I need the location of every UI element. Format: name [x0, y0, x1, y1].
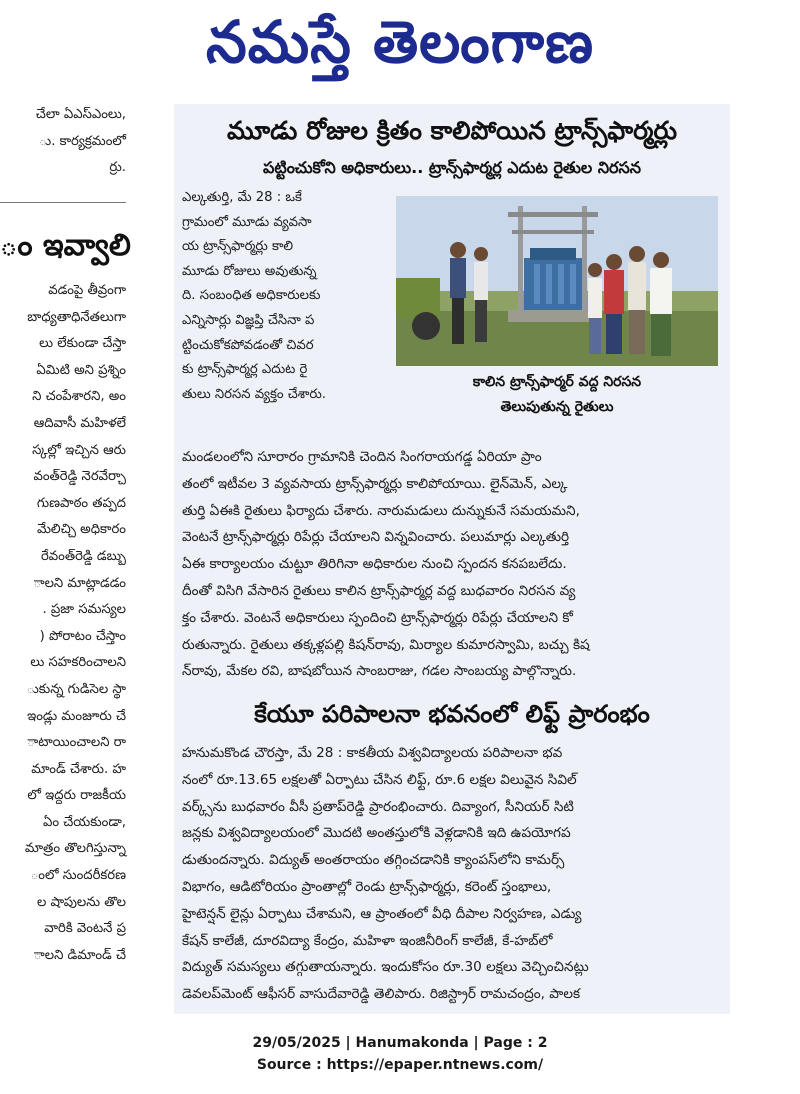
text-line: ని చంపేశారని, అం: [32, 389, 126, 405]
text-line: ఏఈ కార్యాలయం చుట్టూ తిరిగినా అధికారుల నుంచి స్పందన కనపబలేదు.: [182, 556, 567, 573]
article1-intro: [182, 186, 390, 407]
text-line: ఎల్కతుర్తి, మే 28 : ఒకే: [182, 190, 302, 205]
text-line: లు సహకరించాలని: [30, 655, 126, 671]
text-line: వెంటనే ట్రాన్స్‌ఫార్మర్లు రిపేర్లు చేయాలని విన్నవించారు. పలుమార్లు ఎల్కతుర్తి: [182, 529, 570, 546]
text-line: రేవంత్‌రెడ్డి డబ్బు: [40, 548, 126, 564]
text-line: న్‌రావు, మేకల రవి, బాషబోయిన సాంబరాజు, గడల సాంబయ్య పాల్గొన్నారు.: [182, 663, 577, 680]
photo-caption: [396, 370, 718, 420]
news-photo: [396, 196, 718, 366]
text-line: క్తం చేశారు. వెంటనే అధికారులు స్పందించి ట్రాన్స్‌ఫార్మర్లు రిపేర్లు చేయాలని కో: [182, 609, 573, 626]
text-line: విద్యుత్ సమస్యలు తగ్గుతాయన్నారు. ఇందుకోసం రూ.30 లక్షలు వెచ్చించినట్లు: [182, 959, 589, 976]
text-line: హనుమకొండ చౌరస్తా, మే 28 : కాకతీయ విశ్వవిద్యాలయ పరిపాలనా భవ: [182, 745, 563, 761]
text-line: తుర్తి ఏఈకి రైతులు ఫిర్యాదు చేశారు. నారుమడులు దున్నుకునే సమయమని,: [182, 502, 580, 519]
text-line: ఏమిటి అని ప్రశ్నిం: [36, 362, 126, 378]
text-line: వర్క్స్‌ను బుధవారం వీసీ ప్రతాప్‌రెడ్డి ప్రారంభించారు. దివ్యాంగ, సీనియర్ సిటి: [182, 798, 574, 815]
text-line: ాలని మాట్లాడడం: [33, 575, 126, 591]
left-headline-fragment: ం ఇవ్వాలి: [0, 228, 131, 263]
text-line: చేలా ఏఎస్ఎంలు,: [35, 107, 126, 122]
source-info: Source : https://epaper.ntnews.com/: [256, 1057, 544, 1073]
left-column-fragment: [0, 100, 172, 1015]
text-line: ఆదివాసీ మహిళలే: [33, 415, 126, 431]
text-line: ఇండ్లు మంజూరు చే: [27, 708, 126, 724]
column-divider: [0, 202, 126, 203]
masthead: [0, 0, 800, 100]
text-line: ుకున్న గుడిసెల స్థా: [26, 681, 126, 697]
left-top-fragment: [0, 102, 172, 182]
text-line: ంలో సుందరీకరణ: [30, 868, 126, 884]
text-line: ాటాయించాలని రా: [27, 735, 126, 751]
text-line: నంలో రూ.13.65 లక్షలతో ఏర్పాటు చేసిన లిఫ్ట్, రూ.6 లక్షల విలువైన సివిల్: [182, 771, 577, 788]
text-line: . ప్రజా సమస్యల: [42, 602, 126, 618]
text-line: మాత్రం తొలగిస్తున్నా: [24, 841, 126, 857]
text-line: స్కల్లో ఇచ్చిన ఆరు: [32, 442, 126, 458]
text-line: వంత్‌రెడ్డి నెరవేర్చా: [33, 469, 126, 485]
text-line: తులు నిరసన వ్యక్తం చేశారు.: [182, 386, 326, 402]
edition-info: 29/05/2025 | Hanumakonda | Page : 2: [252, 1035, 548, 1051]
text-line: హైటెన్షన్ లైన్లు ఏర్పాటు చేశామని, ఆ ప్రాంతంలో వీధి దీపాల నిర్వహణ, ఎడ్యు: [182, 905, 582, 922]
text-line: మండలంలోని సూరారం గ్రామానికి చెందిన సింగరాయగడ్డ ఏరియా ప్రాం: [182, 449, 542, 465]
text-line: రుతున్నారు. రైతులు తక్కళ్లపల్లి కిషన్‌రావు, మిర్యాల కుమారస్వామి, బచ్చు కిష: [182, 636, 590, 653]
text-line: మేలిచ్చి అధికారం: [36, 522, 126, 538]
text-line: బాధ్యతాధినేతలుగా: [27, 309, 126, 325]
text-line: వారికి వెంటనే ప్ర: [44, 921, 126, 937]
text-line: మాండ్ చేశారు. హ: [31, 761, 126, 777]
article2-headline: కేయూ పరిపాలనా భవనంలో లిఫ్ట్ ప్రారంభం: [254, 700, 650, 728]
article-panel: [174, 104, 730, 1014]
text-line: డెవలప్‌మెంట్ ఆఫీసర్ వాసుదేవారెడ్డి తెలిపారు. రిజిస్ట్రార్ రామచంద్రం, పాలక: [182, 986, 581, 1003]
text-line: ాలని డిమాండ్ చే: [33, 947, 126, 963]
text-line: కాలిన ట్రాన్స్‌ఫార్మర్ వద్ద నిరసన: [472, 374, 642, 390]
text-line: ఎన్నిసార్లు విజ్ఞప్తి చేసినా ప: [182, 312, 315, 328]
text-line: గుణపాఠం తప్పద: [36, 495, 126, 511]
text-line: లు లేకుండా చేస్తా: [39, 336, 126, 352]
transformer-photo-illustration: [396, 196, 718, 366]
text-line: డుతుందన్నారు. విద్యుత్ అంతరాయం తగ్గించడానికి క్యాంపస్‌లోని కామర్స్: [182, 852, 565, 869]
text-line: ు. కార్యక్రమంలో: [39, 133, 126, 149]
text-line: తంలో ఇటీవల 3 వ్యవసాయ ట్రాన్స్‌ఫార్మర్లు కాలిపోయాయి. లైన్‌మెన్, ఎల్క: [182, 475, 568, 492]
left-body-fragment: [0, 278, 172, 969]
text-line: ట్టించుకోకపోవడంతో చివర: [182, 337, 314, 353]
article2-body: [182, 740, 722, 1008]
text-line: కు ట్రాన్స్‌ఫార్మర్ల ఎదుట రై: [182, 362, 308, 378]
article1-headline: మూడు రోజుల క్రితం కాలిపోయిన ట్రాన్స్‌ఫార్మర్లు: [227, 116, 677, 145]
text-line: తెలుపుతున్న రైతులు: [500, 399, 614, 415]
page-footer: [0, 1032, 800, 1076]
newspaper-logo: నమస్తే తెలంగాణ: [206, 8, 594, 76]
article1-body: [182, 444, 722, 685]
text-line: ది. సంబంధిత అధికారులకు: [182, 288, 321, 304]
text-line: కేషన్ కాలేజీ, దూరవిద్యా కేంద్రం, మహిళా ఇంజినీరింగ్ కాలేజీ, కే-హబ్‌లో: [182, 932, 553, 949]
text-line: జన్లకు విశ్వవిద్యాలయంలో మొదటి అంతస్తులోకి వెళ్లడానికి ఇది ఉపయోగప: [182, 825, 571, 842]
text-line: దీంతో విసిగి వేసారిన రైతులు కాలిన ట్రాన్స్‌ఫార్మర్ల వద్ద బుధవారం నిరసన వ్య: [182, 582, 576, 599]
text-line: వడంపై తీవ్రంగా: [48, 283, 126, 298]
text-line: ఏం చేయకుండా,: [42, 814, 126, 830]
text-line: ర్రు.: [109, 160, 126, 176]
text-line: లో ఇద్దరు రాజకీయ: [27, 788, 126, 804]
text-line: ల షాపులను తొల: [36, 894, 126, 910]
text-line: య ట్రాన్స్‌ఫార్మర్లు కాలి: [182, 239, 294, 255]
text-line: గ్రామంలో మూడు వ్యవసా: [182, 214, 312, 230]
text-line: ) పోరాటం చేస్తాం: [39, 628, 126, 644]
text-line: మూడు రోజులు అవుతున్న: [182, 263, 317, 279]
text-line: విభాగం, ఆడిటోరియం ప్రాంతాల్లో రెండు ట్రాన్స్‌ఫార్మర్లు, కరెంట్ స్తంభాలు,: [182, 878, 552, 895]
article1-subheadline: పట్టించుకోని అధికారులు.. ట్రాన్స్‌ఫార్మర్ల ఎదుట రైతుల నిరసన: [262, 158, 642, 177]
